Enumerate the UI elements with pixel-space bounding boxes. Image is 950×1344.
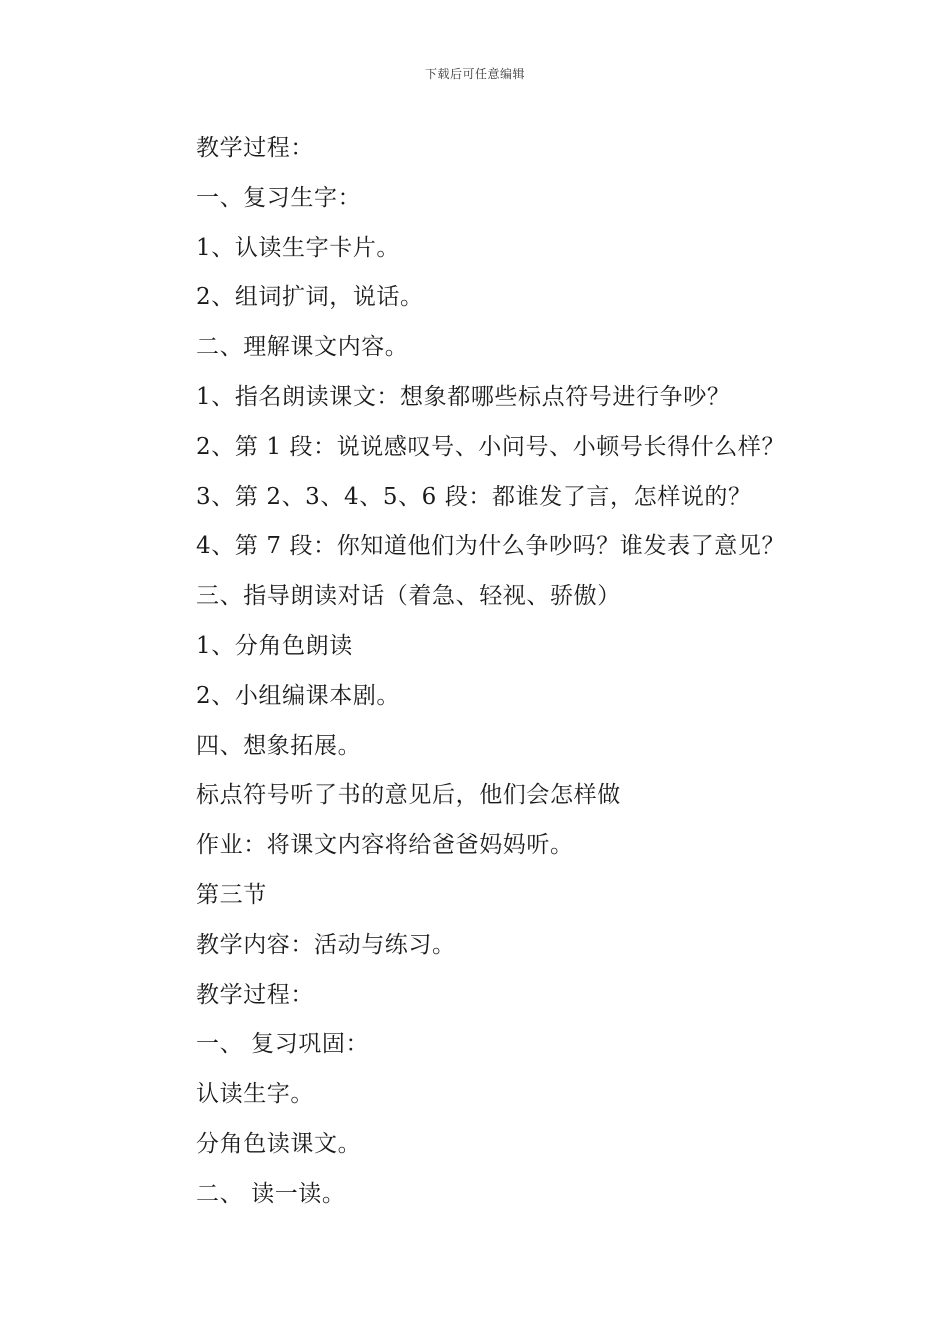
text-line-section-4: 四、想象拓展。	[196, 732, 362, 759]
text-line-item: 2、组词扩词，说话。	[196, 284, 424, 311]
text-line-item: 认读生字。	[196, 1081, 314, 1108]
text-line-item: 3、第 2、3、4、5、6 段：都谁发了言，怎样说的？	[196, 483, 752, 510]
text-line-heading-process: 教学过程：	[196, 135, 314, 161]
text-line-heading-process: 教学过程：	[196, 981, 314, 1008]
text-line-section-1: 一、 复习巩固：	[196, 1031, 370, 1058]
text-line-section-3: 三、指导朗读对话（着急、轻视、骄傲）	[196, 583, 621, 610]
text-line-item: 1、分角色朗读	[196, 632, 353, 659]
text-line-item: 1、认读生字卡片。	[196, 234, 401, 261]
text-line-paragraph: 标点符号听了书的意见后，他们会怎样做	[196, 782, 621, 809]
text-line-item: 分角色读课文。	[196, 1130, 362, 1157]
text-line-item: 2、小组编课本剧。	[196, 682, 401, 709]
text-line-item: 2、第 1 段：说说感叹号、小问号、小顿号长得什么样？	[196, 433, 786, 460]
text-line-homework: 作业：将课文内容将给爸爸妈妈听。	[196, 832, 574, 859]
page-header-note: 下载后可任意编辑	[424, 67, 525, 81]
text-line-lesson-content: 教学内容：活动与练习。	[196, 931, 456, 958]
text-line-section-2: 二、 读一读。	[196, 1180, 346, 1207]
text-line-item: 4、第 7 段：你知道他们为什么争吵吗？谁发表了意见？	[196, 533, 786, 560]
text-line-section-2: 二、理解课文内容。	[196, 334, 409, 361]
text-line-section-1: 一、复习生字：	[196, 184, 362, 211]
text-line-lesson-title: 第三节	[196, 881, 267, 908]
text-line-item: 1、指名朗读课文：想象都哪些标点符号进行争吵？	[196, 383, 731, 410]
document-body	[196, 128, 836, 1224]
